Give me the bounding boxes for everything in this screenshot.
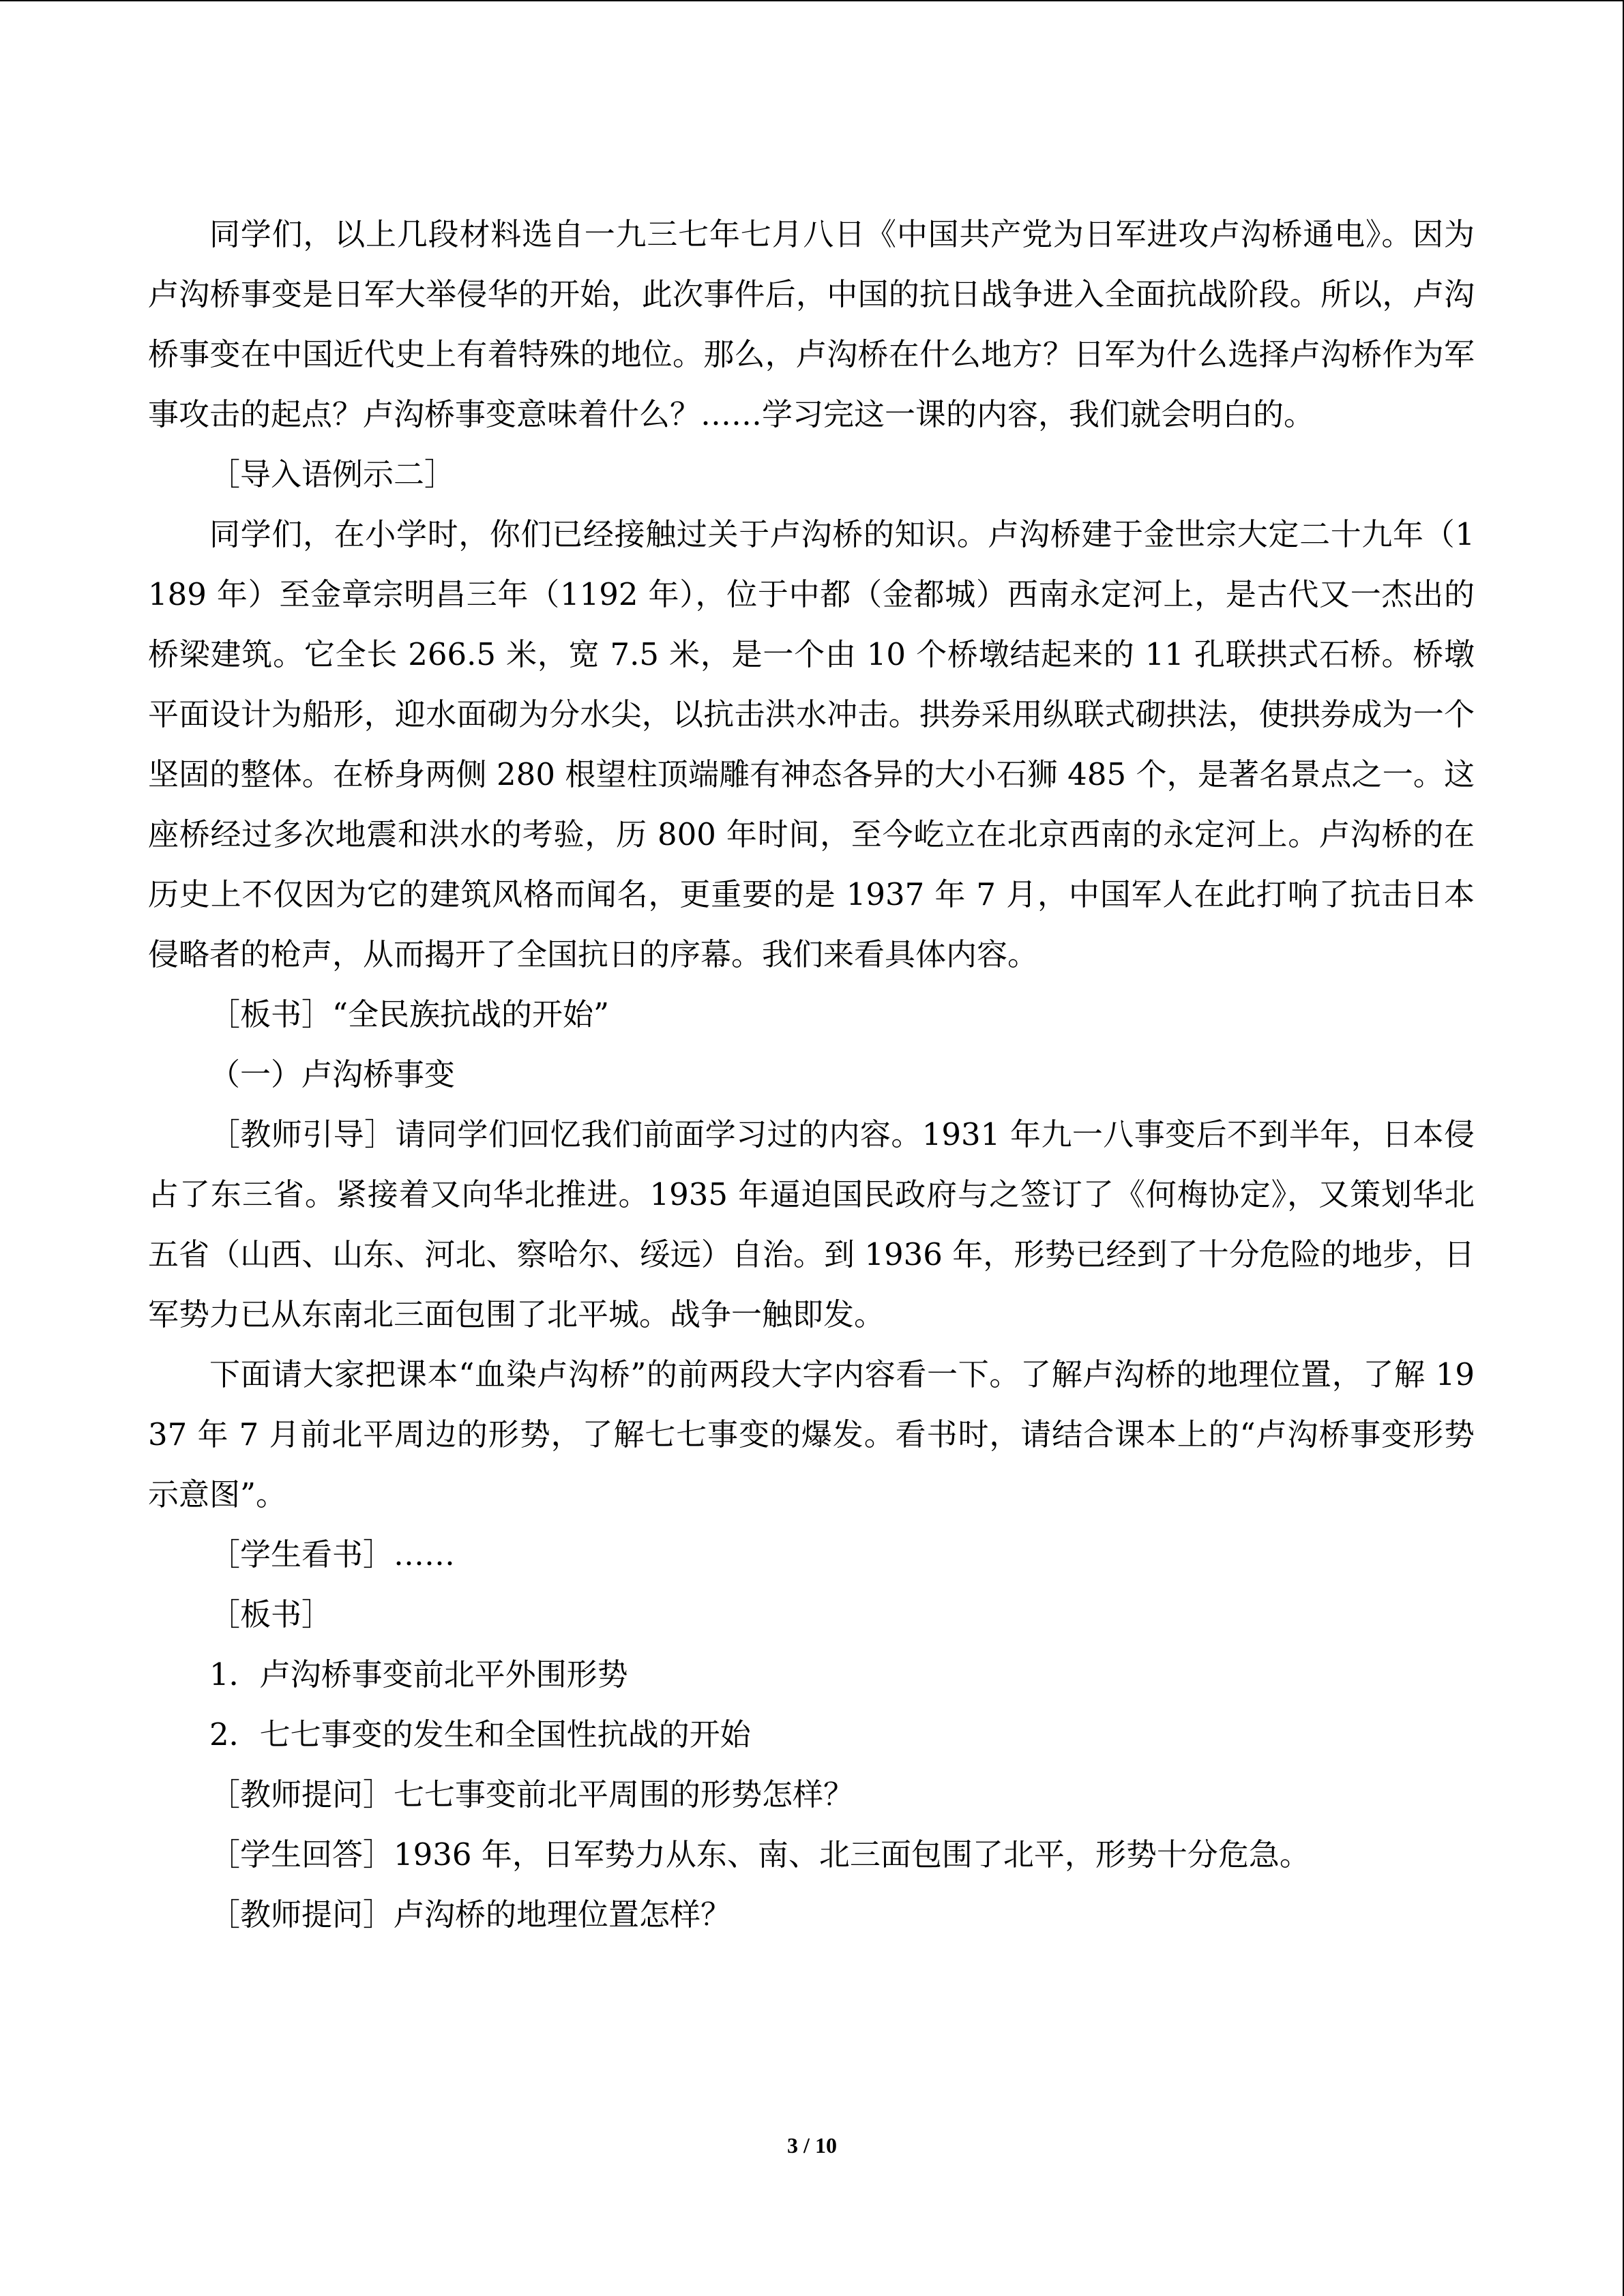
label-students-reading: ［学生看书］…… — [209, 1536, 456, 1572]
student-answer-1: ［学生回答］1936 年，日军势力从东、南、北三面包围了北平，形势十分危急。 — [209, 1836, 1310, 1873]
board-item-1: 1．卢沟桥事变前北平外围形势 — [209, 1656, 628, 1693]
label-board: ［板书］ — [209, 1596, 333, 1632]
document-body — [148, 205, 1475, 1945]
board-item-2: 2．七七事变的发生和全国性抗战的开始 — [209, 1716, 751, 1753]
paragraph-reading-instruction: 下面请大家把课本“血染卢沟桥”的前两段大字内容看一下。了解卢沟桥的地理位置，了解 1937 年 7 月前北平周边的形势，了解七七事变的爆发。看书时，请结合课本上的“卢沟桥事变形势示意图”。 — [148, 1356, 1475, 1512]
page-number: 3 / 10 — [787, 2133, 837, 2158]
paragraph-intro-1: 同学们，以上几段材料选自一九三七年七月八日《中国共产党为日军进攻卢沟桥通电》。因为卢沟桥事变是日军大举侵华的开始，此次事件后，中国的抗日战争进入全面抗战阶段。所以，卢沟桥事变在中国近代史上有着特殊的地位。那么，卢沟桥在什么地方？日军为什么选择卢沟桥作为军事攻击的起点？卢沟桥事变意味着什么？……学习完这一课的内容，我们就会明白的。 — [148, 216, 1475, 432]
paragraph-teacher-guide: ［教师引导］请同学们回忆我们前面学习过的内容。1931 年九一八事变后不到半年，日本侵占了东三省。紧接着又向华北推进。1935 年逼迫国民政府与之签订了《何梅协定》，又策划华北五省（山西、山东、河北、察哈尔、绥远）自治。到 1936 年，形势已经到了十分危险的地步，日军势力已从东南北三面包围了北平城。战争一触即发。 — [148, 1116, 1475, 1332]
teacher-question-1: ［教师提问］七七事变前北平周围的形势怎样？ — [209, 1776, 855, 1813]
label-intro-example-2: ［导入语例示二］ — [209, 456, 456, 492]
board-title: ［板书］“全民族抗战的开始” — [209, 996, 610, 1032]
paragraph-intro-2: 同学们，在小学时，你们已经接触过关于卢沟桥的知识。卢沟桥建于金世宗大定二十九年（1189 年）至金章宗明昌三年（1192 年），位于中都（金都城）西南永定河上，是古代又一杰出的桥梁建筑。它全长 266.5 米，宽 7.5 米，是一个由 10 个桥墩结起来的 11 孔联拱式石桥。桥墩平面设计为船形，迎水面砌为分水尖，以抗击洪水冲击。拱券采用纵联式砌拱法，使拱券成为一个坚固的整体。在桥身两侧 280 根望柱顶端雕有神态各异的大小石狮 485 个，是著名景点之一。这座桥经过多次地震和洪水的考验，历 800 年时间，至今屹立在北京西南的永定河上。卢沟桥的在历史上不仅因为它的建筑风格而闻名，更重要的是 1937 年 7 月，中国军人在此打响了抗击日本侵略者的枪声，从而揭开了全国抗日的序幕。我们来看具体内容。 — [148, 516, 1475, 972]
section-heading-1: （一）卢沟桥事变 — [209, 1056, 456, 1092]
teacher-question-2: ［教师提问］卢沟桥的地理位置怎样？ — [209, 1896, 732, 1933]
